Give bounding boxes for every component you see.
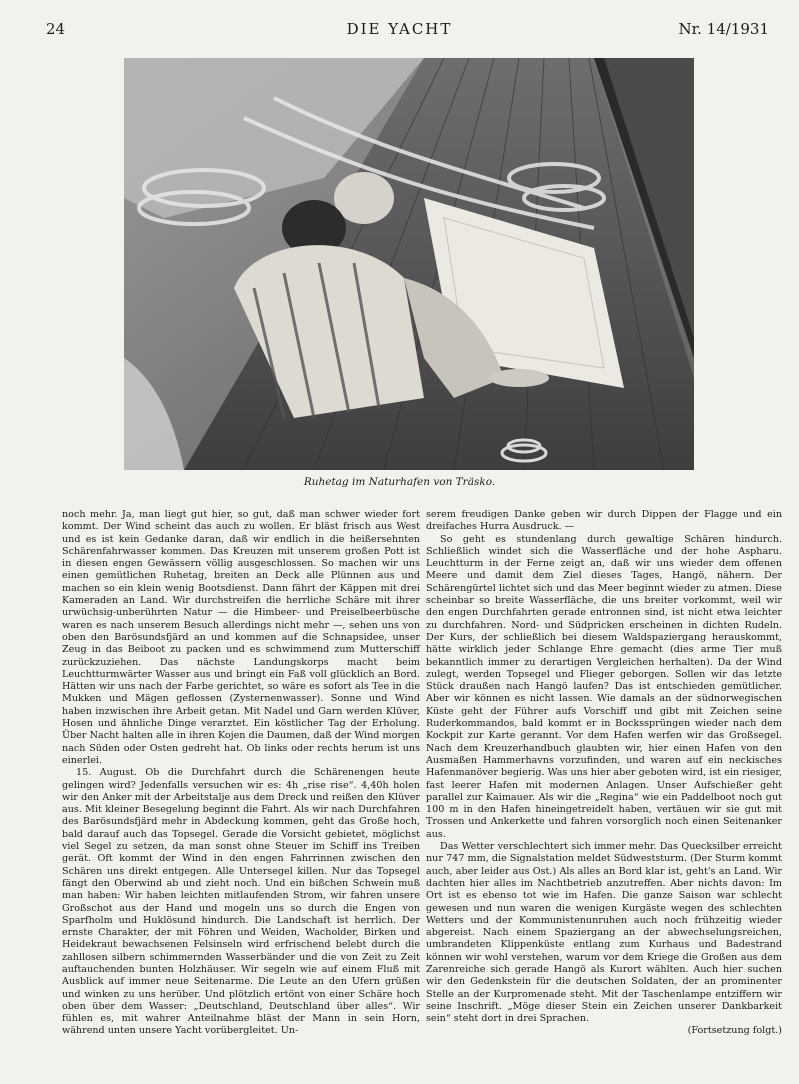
paragraph: serem freudigen Danke geben wir durch Dippen der Flagge und ein dreifaches Hurra Ausdruck. — xyxy=(426,509,782,533)
article-column-left xyxy=(62,509,420,1038)
photo-caption: Ruhetag im Naturhafen von Träsko. xyxy=(303,476,496,488)
article-column-right xyxy=(426,509,782,1038)
issue-number: Nr. 14/1931 xyxy=(678,20,769,38)
deck-photo xyxy=(124,58,694,470)
page-header xyxy=(0,20,799,42)
paragraph: 15. August. Ob die Durchfahrt durch die Schärenengen heute gelingen wird? Jedenfalls versuchen wir es: 4h „rise rise“. 4,40h holen wir den Anker mit der Arbeitstalje aus dem Dreck und reißen den Klüver aus. Mit kleiner Besegelung beginnt die Fahrt. Als wir nach Durchfahren des Barösundsfjärd mehr in Abdeckung kommen, geht das Große hoch, bald darauf auch das Topsegel. Gerade die Vorsicht gebietet, möglichst viel Segel zu setzen, da man sonst ohne Steuer im Schiff ins Treiben gerät. Oft kommt der Wind in den engen Fahrrinnen zwischen den Schären uns direkt entgegen. Alle Untersegel killen. Nur das Topsegel fängt den Oberwind ab und zieht noch. Und ein bißchen Schwein muß man haben: Wir haben leichten mitlaufenden Strom, wir fahren unsere Großschot aus der Hand und mogeln uns so durch die Engen von Sparfholm und Huklösund hindurch. Die Landschaft ist herrlich. Der ernste Charakter, der mit Föhren und Weiden, Wacholder, Birken und Heidekraut bewachsenen Felsinseln wird erfrischend belebt durch die zahllosen silbern schimmernden Wasserbänder und die von Zeit zu Zeit auftauchenden bunten Holzhäuser. Wir segeln wie auf einem Fluß mit Ausblick auf immer neue Seitenarme. Die Leute an den Ufern grüßen und winken zu uns herüber. Und plötzlich ertönt von einer Schäre hoch oben über dem Wasser: „Deutschland, Deutschland über alles“. Wir fühlen es, mit wahrer Anteilnahme bläst der Mann in sein Horn, während unten unsere Yacht vorübergleitet. Un- xyxy=(62,767,420,1037)
paragraph: noch mehr. Ja, man liegt gut hier, so gut, daß man schwer wieder fort kommt. Der Wind scheint das auch zu wollen. Er bläst frisch aus West und es ist kein Gedanke daran, daß wir endlich in die heißersehnten Schärenfahrwasser kommen. Das Kreuzen mit unserem großen Pott ist in diesen engen Gewässern völlig ausgeschlossen. So machen wir uns einen gemütlichen Ruhetag, breiten an Deck alle Plünnen aus und machen so ein klein wenig Bootsdienst. Dann fährt der Käppen mit drei Kameraden an Land. Wir durchstreifen die herrliche Schäre mit ihrer urwüchsig-unberührten Natur — die Himbeer- und Preiselbeerbüsche waren es nach unserem Besuch allerdings nicht mehr —, sehen uns von oben den Barösundsfjärd an und kommen auf die Schnapsidee, unser Zeug in das Beiboot zu packen und es schwimmend zum Mutterschiff zurückzuziehen. Das nächste Landungskorps macht beim Leuchtturmwärter Wasser aus und bringt ein Faß voll glücklich an Bord. Hätten wir uns nach der Farbe gerichtet, so wäre es sofort als Tee in die Mukken und Mägen geflossen (Zysternenwasser). Sonne und Wind haben inzwischen ihre Arbeit getan. Mit Nadel und Garn werden Klüver, Hosen und ähnliche Dinge verarztet. Ein köstlicher Tag der Erholung. Über Nacht halten alle in ihren Kojen die Daumen, daß der Wind morgen nach Süden oder Osten gedreht hat. Ob links oder rechts herum ist uns einerlei. xyxy=(62,509,420,766)
magazine-title: DIE YACHT xyxy=(346,20,453,38)
paragraph: Das Wetter verschlechtert sich immer mehr. Das Quecksilber erreicht nur 747 mm, die Signalstation meldet Südweststurm. (Der Sturm kommt auch, aber leider aus Ost.) Als alles an Bord klar ist, geht's an Land. Wir dachten hier alles im Nachtbetrieb anzutreffen. Aber nichts davon: Im Ort ist es ebenso tot wie im Hafen. Die ganze Saison war schlecht gewesen und nun waren die wenigen Kurgäste wegen des schlechten Wetters und der Kommunistenunruhen auch noch frühzeitig wieder abgereist. Nach einem Spaziergang an der abwechselungsreichen, umbrandeten Klippenküste entlang zum Kurhaus und Badestrand können wir wohl verstehen, warum vor dem Kriege die Großen aus dem Zarenreiche sich gerade Hangö als Kurort wählten. Auch hier suchen wir den Gedenkstein für die deutschen Soldaten, der an prominenter Stelle an der Kurpromenade steht. Mit der Taschenlampe entziffern wir seine Inschrift. „Möge dieser Stein ein Zeichen unserer Dankbarkeit sein“ steht dort in drei Sprachen. xyxy=(426,841,782,1025)
paragraph: So geht es stundenlang durch gewaltige Schären hindurch. Schließlich windet sich die Wasserfläche und der hohe Aspharu. Leuchtturm in der Ferne zeigt an, daß wir uns wieder dem offenen Meere und damit dem Ziel dieses Tages, Hangö, nähern. Der Schärengürtel lichtet sich und das Meer beginnt wieder zu atmen. Diese scheinbar so breite Wasserfläche, die uns breiter vorkommt, weil wir den engen Durchfahrten gerade entronnen sind, ist nicht etwa leichter zu durchfahren. Nord- und Südpricken erscheinen in dichten Rudeln. Der Kurs, der schließlich bei diesem Waldspaziergang herauskommt, hätte wirklich jeder Schlange Ehre gemacht (dies arme Tier muß bekanntlich immer zu derartigen Vergleichen herhalten). Da der Wind zulegt, werden Topsegel und Flieger geborgen. Sollen wir das letzte Stück draußen nach Hangö laufen? Das ist entschieden gemütlicher. Aber wir können es nicht lassen. Wie damals an der südnorwegischen Küste geht der Führer aufs Vorschiff und gibt mit Zeichen seine Ruderkommandos, bald kommt er in Bockssprüngen wieder nach dem Kockpit zur Karte gerannt. Vor dem Hafen werfen wir das Großsegel. Nach dem Kreuzerhandbuch glaubten wir, hier einen Hafen von den Ausmaßen Hammerhavns vorzufinden, und waren auf ein neckisches Hafenmanöver begierig. Was uns hier aber geboten wird, ist ein riesiger, fast leerer Hafen mit modernen Anlagen. Unser Aufschießer geht parallel zur Kaimauer. Als wir die „Regina“ wie ein Paddelboot noch gut 100 m in den Hafen hineingetreidelt haben, vertäuen wir sie gut mit Trossen und Ankerkette und fahren vorsorglich noch einen Seitenanker aus. xyxy=(426,533,782,840)
continuation-note: (Fortsetzung folgt.) xyxy=(687,1025,782,1037)
page-number: 24 xyxy=(46,20,66,38)
deck-photo-illustration xyxy=(124,58,694,470)
